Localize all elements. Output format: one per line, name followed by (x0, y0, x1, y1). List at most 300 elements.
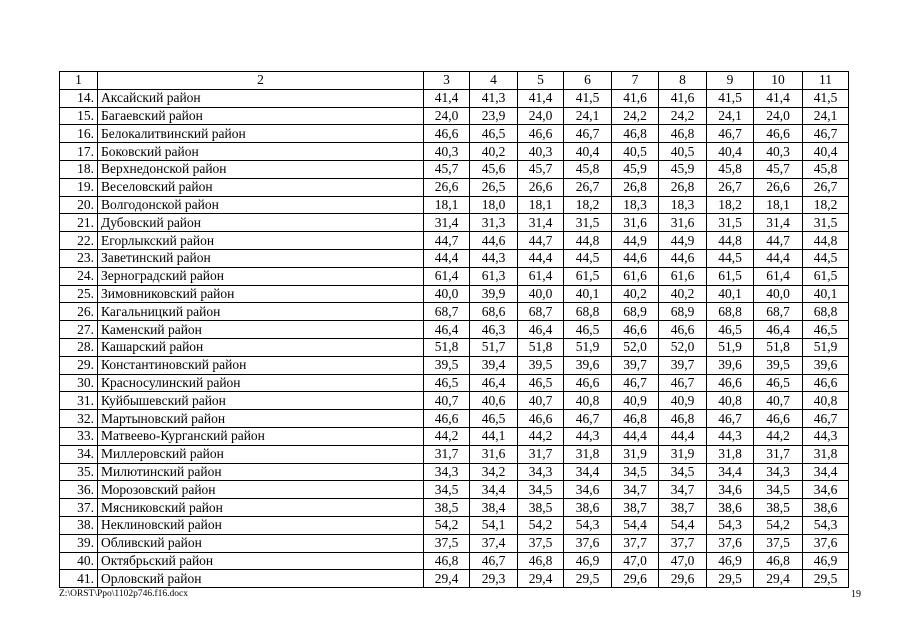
value-cell: 51,8 (424, 338, 470, 356)
district-name: Егорлыкский район (98, 232, 424, 250)
value-cell: 51,8 (518, 338, 564, 356)
value-cell: 26,7 (803, 178, 849, 196)
value-cell: 46,6 (518, 125, 564, 143)
value-cell: 37,5 (754, 534, 803, 552)
table-row (60, 552, 849, 570)
district-name: Аксайский район (98, 89, 424, 107)
value-cell: 44,2 (754, 427, 803, 445)
value-cell: 31,5 (803, 214, 849, 232)
table-row (60, 481, 849, 499)
row-number: 37. (60, 499, 98, 517)
value-cell: 26,7 (564, 178, 612, 196)
row-number: 19. (60, 178, 98, 196)
district-name: Милютинский район (98, 463, 424, 481)
value-cell: 46,9 (564, 552, 612, 570)
district-name: Дубовский район (98, 214, 424, 232)
value-cell: 46,8 (518, 552, 564, 570)
value-cell: 54,2 (518, 516, 564, 534)
value-cell: 37,5 (518, 534, 564, 552)
value-cell: 54,2 (424, 516, 470, 534)
value-cell: 40,1 (803, 285, 849, 303)
district-name: Миллеровский район (98, 445, 424, 463)
value-cell: 54,4 (612, 516, 659, 534)
value-cell: 40,4 (564, 143, 612, 161)
value-cell: 46,7 (612, 374, 659, 392)
value-cell: 44,6 (659, 249, 707, 267)
value-cell: 26,6 (754, 178, 803, 196)
value-cell: 24,0 (518, 107, 564, 125)
table-row (60, 499, 849, 517)
value-cell: 40,9 (659, 392, 707, 410)
value-cell: 68,7 (754, 303, 803, 321)
value-cell: 31,6 (470, 445, 518, 463)
value-cell: 18,3 (659, 196, 707, 214)
value-cell: 39,7 (659, 356, 707, 374)
value-cell: 26,6 (518, 178, 564, 196)
value-cell: 44,6 (470, 232, 518, 250)
header-row (60, 72, 849, 90)
value-cell: 38,5 (518, 499, 564, 517)
value-cell: 24,0 (754, 107, 803, 125)
row-number: 38. (60, 516, 98, 534)
value-cell: 34,5 (518, 481, 564, 499)
table-row (60, 107, 849, 125)
district-name: Боковский район (98, 143, 424, 161)
value-cell: 38,6 (707, 499, 754, 517)
row-number: 20. (60, 196, 98, 214)
value-cell: 31,6 (659, 214, 707, 232)
value-cell: 18,1 (424, 196, 470, 214)
value-cell: 37,4 (470, 534, 518, 552)
value-cell: 52,0 (659, 338, 707, 356)
district-name: Веселовский район (98, 178, 424, 196)
value-cell: 18,3 (612, 196, 659, 214)
value-cell: 18,1 (518, 196, 564, 214)
value-cell: 24,1 (707, 107, 754, 125)
row-number: 18. (60, 160, 98, 178)
value-cell: 26,8 (612, 178, 659, 196)
value-cell: 46,9 (803, 552, 849, 570)
value-cell: 61,4 (424, 267, 470, 285)
district-name: Заветинский район (98, 249, 424, 267)
value-cell: 68,8 (707, 303, 754, 321)
value-cell: 29,6 (612, 570, 659, 588)
value-cell: 46,4 (470, 374, 518, 392)
column-header: 1 (60, 72, 98, 90)
table-row (60, 445, 849, 463)
value-cell: 44,1 (470, 427, 518, 445)
value-cell: 34,5 (612, 463, 659, 481)
value-cell: 68,8 (803, 303, 849, 321)
value-cell: 34,3 (424, 463, 470, 481)
value-cell: 61,3 (470, 267, 518, 285)
value-cell: 46,6 (564, 374, 612, 392)
value-cell: 46,5 (803, 321, 849, 339)
value-cell: 31,5 (564, 214, 612, 232)
value-cell: 44,7 (754, 232, 803, 250)
value-cell: 18,0 (470, 196, 518, 214)
value-cell: 54,4 (659, 516, 707, 534)
value-cell: 34,5 (659, 463, 707, 481)
column-header: 3 (424, 72, 470, 90)
value-cell: 46,8 (612, 125, 659, 143)
table-row (60, 356, 849, 374)
value-cell: 46,9 (707, 552, 754, 570)
row-number: 22. (60, 232, 98, 250)
table-row (60, 374, 849, 392)
table-row (60, 410, 849, 428)
value-cell: 31,8 (707, 445, 754, 463)
value-cell: 45,8 (707, 160, 754, 178)
value-cell: 41,3 (470, 89, 518, 107)
value-cell: 54,1 (470, 516, 518, 534)
value-cell: 40,0 (424, 285, 470, 303)
value-cell: 61,5 (803, 267, 849, 285)
table-row (60, 303, 849, 321)
value-cell: 61,6 (659, 267, 707, 285)
value-cell: 68,8 (564, 303, 612, 321)
value-cell: 61,5 (564, 267, 612, 285)
value-cell: 34,4 (707, 463, 754, 481)
row-number: 26. (60, 303, 98, 321)
value-cell: 24,2 (659, 107, 707, 125)
value-cell: 41,4 (518, 89, 564, 107)
column-header: 8 (659, 72, 707, 90)
district-name: Каменский район (98, 321, 424, 339)
value-cell: 44,4 (612, 427, 659, 445)
value-cell: 34,4 (470, 481, 518, 499)
value-cell: 34,6 (564, 481, 612, 499)
value-cell: 68,9 (659, 303, 707, 321)
value-cell: 46,6 (803, 374, 849, 392)
value-cell: 40,1 (707, 285, 754, 303)
value-cell: 46,8 (659, 125, 707, 143)
page-number: 19 (851, 589, 861, 600)
value-cell: 31,8 (803, 445, 849, 463)
value-cell: 31,8 (564, 445, 612, 463)
value-cell: 40,4 (803, 143, 849, 161)
value-cell: 40,8 (803, 392, 849, 410)
value-cell: 38,7 (659, 499, 707, 517)
value-cell: 46,7 (564, 125, 612, 143)
value-cell: 38,7 (612, 499, 659, 517)
value-cell: 40,0 (518, 285, 564, 303)
table-row (60, 321, 849, 339)
value-cell: 29,5 (564, 570, 612, 588)
value-cell: 44,8 (707, 232, 754, 250)
column-header: 10 (754, 72, 803, 90)
value-cell: 38,5 (424, 499, 470, 517)
row-number: 24. (60, 267, 98, 285)
value-cell: 40,5 (659, 143, 707, 161)
column-header: 4 (470, 72, 518, 90)
value-cell: 54,3 (564, 516, 612, 534)
row-number: 14. (60, 89, 98, 107)
value-cell: 46,6 (754, 410, 803, 428)
value-cell: 46,7 (564, 410, 612, 428)
value-cell: 46,6 (612, 321, 659, 339)
value-cell: 31,9 (612, 445, 659, 463)
value-cell: 40,6 (470, 392, 518, 410)
value-cell: 46,7 (707, 410, 754, 428)
value-cell: 46,5 (518, 374, 564, 392)
row-number: 17. (60, 143, 98, 161)
value-cell: 46,8 (659, 410, 707, 428)
value-cell: 44,6 (612, 249, 659, 267)
value-cell: 31,7 (424, 445, 470, 463)
value-cell: 46,5 (424, 374, 470, 392)
value-cell: 44,3 (803, 427, 849, 445)
value-cell: 44,2 (518, 427, 564, 445)
table-row (60, 392, 849, 410)
value-cell: 45,7 (518, 160, 564, 178)
value-cell: 44,7 (424, 232, 470, 250)
value-cell: 26,5 (470, 178, 518, 196)
value-cell: 41,5 (707, 89, 754, 107)
value-cell: 46,4 (754, 321, 803, 339)
table-row (60, 196, 849, 214)
value-cell: 68,6 (470, 303, 518, 321)
value-cell: 46,7 (470, 552, 518, 570)
district-name: Октябрьский район (98, 552, 424, 570)
value-cell: 31,7 (518, 445, 564, 463)
row-number: 15. (60, 107, 98, 125)
value-cell: 46,7 (707, 125, 754, 143)
value-cell: 46,7 (803, 125, 849, 143)
value-cell: 39,5 (518, 356, 564, 374)
value-cell: 46,7 (803, 410, 849, 428)
value-cell: 54,3 (707, 516, 754, 534)
value-cell: 46,6 (424, 410, 470, 428)
row-number: 35. (60, 463, 98, 481)
row-number: 29. (60, 356, 98, 374)
table-row (60, 267, 849, 285)
value-cell: 40,2 (659, 285, 707, 303)
value-cell: 61,5 (707, 267, 754, 285)
row-number: 36. (60, 481, 98, 499)
value-cell: 38,6 (564, 499, 612, 517)
value-cell: 44,7 (518, 232, 564, 250)
district-name: Морозовский район (98, 481, 424, 499)
district-name: Мартыновский район (98, 410, 424, 428)
value-cell: 46,5 (754, 374, 803, 392)
value-cell: 31,4 (754, 214, 803, 232)
table-row (60, 232, 849, 250)
value-cell: 44,5 (564, 249, 612, 267)
value-cell: 46,6 (707, 374, 754, 392)
table-row (60, 463, 849, 481)
value-cell: 24,1 (803, 107, 849, 125)
value-cell: 39,5 (754, 356, 803, 374)
value-cell: 40,3 (754, 143, 803, 161)
table-row (60, 516, 849, 534)
row-number: 21. (60, 214, 98, 232)
district-name: Обливский район (98, 534, 424, 552)
value-cell: 46,5 (470, 125, 518, 143)
value-cell: 44,2 (424, 427, 470, 445)
table-row (60, 285, 849, 303)
value-cell: 61,4 (518, 267, 564, 285)
value-cell: 34,2 (470, 463, 518, 481)
value-cell: 29,5 (707, 570, 754, 588)
district-name: Кагальницкий район (98, 303, 424, 321)
value-cell: 41,6 (612, 89, 659, 107)
value-cell: 46,3 (470, 321, 518, 339)
value-cell: 61,6 (612, 267, 659, 285)
value-cell: 68,7 (424, 303, 470, 321)
value-cell: 45,9 (659, 160, 707, 178)
value-cell: 39,5 (424, 356, 470, 374)
district-name: Константиновский район (98, 356, 424, 374)
value-cell: 39,6 (803, 356, 849, 374)
row-number: 31. (60, 392, 98, 410)
value-cell: 26,8 (659, 178, 707, 196)
value-cell: 45,7 (424, 160, 470, 178)
value-cell: 40,4 (707, 143, 754, 161)
table-row (60, 570, 849, 588)
value-cell: 46,4 (424, 321, 470, 339)
value-cell: 31,5 (707, 214, 754, 232)
district-name: Верхнедонской район (98, 160, 424, 178)
value-cell: 31,6 (612, 214, 659, 232)
value-cell: 34,7 (659, 481, 707, 499)
value-cell: 46,6 (754, 125, 803, 143)
value-cell: 46,6 (518, 410, 564, 428)
value-cell: 31,4 (424, 214, 470, 232)
table-row (60, 89, 849, 107)
value-cell: 46,5 (470, 410, 518, 428)
district-name: Матвеево-Курганский район (98, 427, 424, 445)
table-row (60, 214, 849, 232)
value-cell: 46,7 (659, 374, 707, 392)
value-cell: 54,2 (754, 516, 803, 534)
value-cell: 44,4 (659, 427, 707, 445)
value-cell: 52,0 (612, 338, 659, 356)
value-cell: 44,3 (470, 249, 518, 267)
table-row (60, 249, 849, 267)
value-cell: 26,7 (707, 178, 754, 196)
row-number: 28. (60, 338, 98, 356)
value-cell: 18,2 (707, 196, 754, 214)
value-cell: 40,7 (518, 392, 564, 410)
value-cell: 23,9 (470, 107, 518, 125)
value-cell: 47,0 (612, 552, 659, 570)
value-cell: 51,9 (803, 338, 849, 356)
value-cell: 68,7 (518, 303, 564, 321)
table-row (60, 160, 849, 178)
column-header: 9 (707, 72, 754, 90)
value-cell: 34,5 (424, 481, 470, 499)
value-cell: 39,6 (564, 356, 612, 374)
table-row (60, 427, 849, 445)
value-cell: 46,6 (659, 321, 707, 339)
value-cell: 46,5 (564, 321, 612, 339)
table-row (60, 178, 849, 196)
district-name: Зимовниковский район (98, 285, 424, 303)
value-cell: 34,3 (518, 463, 564, 481)
value-cell: 37,6 (707, 534, 754, 552)
value-cell: 38,4 (470, 499, 518, 517)
value-cell: 41,6 (659, 89, 707, 107)
value-cell: 41,4 (754, 89, 803, 107)
value-cell: 51,8 (754, 338, 803, 356)
table-row (60, 338, 849, 356)
value-cell: 40,5 (612, 143, 659, 161)
value-cell: 46,4 (518, 321, 564, 339)
value-cell: 37,6 (564, 534, 612, 552)
value-cell: 24,2 (612, 107, 659, 125)
table-row (60, 143, 849, 161)
district-name: Багаевский район (98, 107, 424, 125)
value-cell: 29,5 (803, 570, 849, 588)
value-cell: 39,7 (612, 356, 659, 374)
value-cell: 34,4 (564, 463, 612, 481)
value-cell: 29,3 (470, 570, 518, 588)
value-cell: 29,4 (518, 570, 564, 588)
value-cell: 24,1 (564, 107, 612, 125)
value-cell: 46,5 (707, 321, 754, 339)
value-cell: 45,6 (470, 160, 518, 178)
value-cell: 40,8 (564, 392, 612, 410)
value-cell: 37,7 (659, 534, 707, 552)
value-cell: 34,6 (707, 481, 754, 499)
value-cell: 39,9 (470, 285, 518, 303)
row-number: 32. (60, 410, 98, 428)
value-cell: 40,2 (612, 285, 659, 303)
value-cell: 46,6 (424, 125, 470, 143)
table-row (60, 534, 849, 552)
value-cell: 26,6 (424, 178, 470, 196)
value-cell: 18,2 (803, 196, 849, 214)
district-name: Зерноградский район (98, 267, 424, 285)
row-number: 27. (60, 321, 98, 339)
value-cell: 41,5 (564, 89, 612, 107)
value-cell: 51,9 (564, 338, 612, 356)
district-name: Кашарский район (98, 338, 424, 356)
value-cell: 18,2 (564, 196, 612, 214)
value-cell: 54,3 (803, 516, 849, 534)
row-number: 41. (60, 570, 98, 588)
district-name: Орловский район (98, 570, 424, 588)
value-cell: 44,5 (803, 249, 849, 267)
value-cell: 29,4 (424, 570, 470, 588)
value-cell: 46,8 (424, 552, 470, 570)
table-row (60, 125, 849, 143)
row-number: 34. (60, 445, 98, 463)
column-header: 2 (98, 72, 424, 90)
value-cell: 40,7 (424, 392, 470, 410)
row-number: 39. (60, 534, 98, 552)
value-cell: 40,7 (754, 392, 803, 410)
value-cell: 45,8 (564, 160, 612, 178)
district-name: Куйбышевский район (98, 392, 424, 410)
value-cell: 51,7 (470, 338, 518, 356)
row-number: 25. (60, 285, 98, 303)
value-cell: 68,9 (612, 303, 659, 321)
value-cell: 34,7 (612, 481, 659, 499)
value-cell: 40,3 (424, 143, 470, 161)
value-cell: 44,3 (707, 427, 754, 445)
district-name: Мясниковский район (98, 499, 424, 517)
value-cell: 45,7 (754, 160, 803, 178)
value-cell: 34,6 (803, 481, 849, 499)
value-cell: 34,4 (803, 463, 849, 481)
value-cell: 34,5 (754, 481, 803, 499)
row-number: 40. (60, 552, 98, 570)
value-cell: 40,0 (754, 285, 803, 303)
value-cell: 39,4 (470, 356, 518, 374)
district-name: Красносулинский район (98, 374, 424, 392)
